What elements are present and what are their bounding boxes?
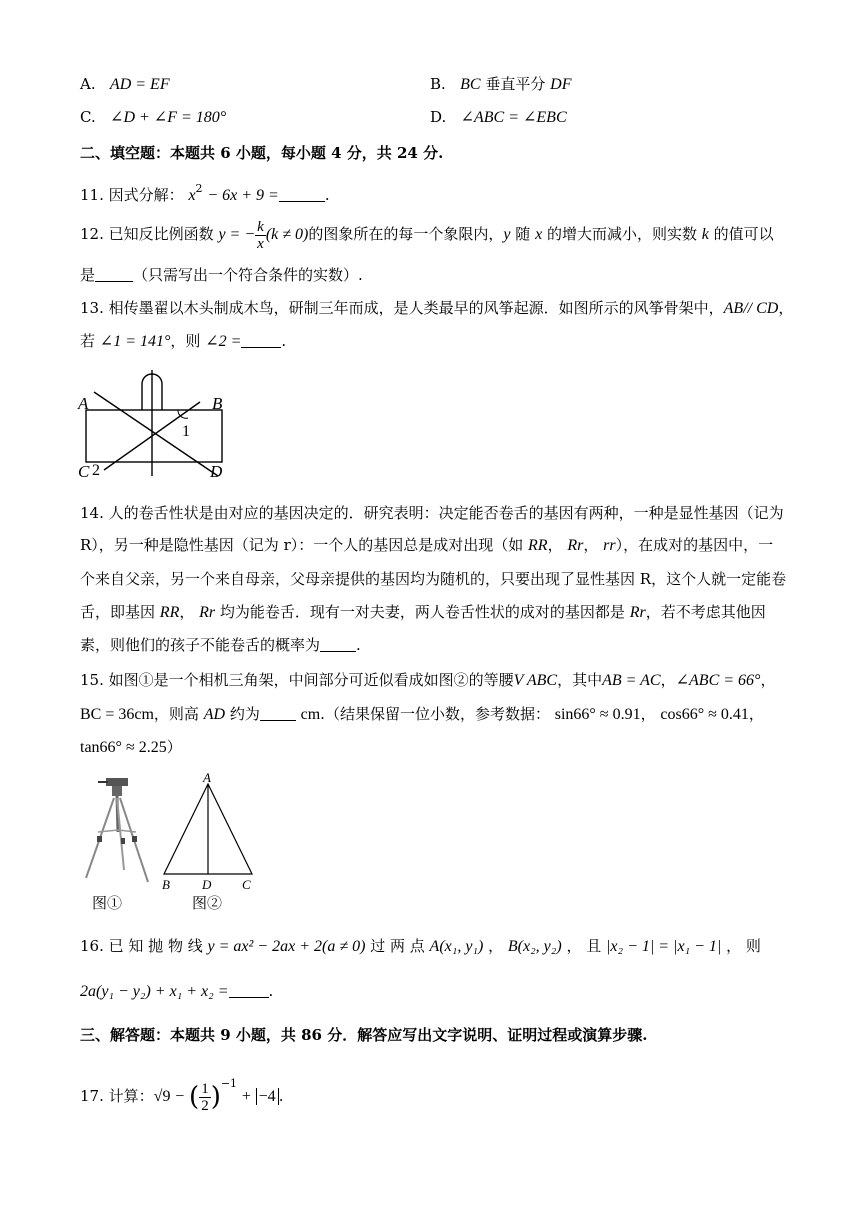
option-d: D. ∠ABC = ∠EBC (430, 108, 567, 126)
question-15: 15. 如图①是一个相机三角架，中间部分可近似看成如图②的等腰V ABC，其中AB = AC，∠ABC = 66°， (80, 671, 776, 689)
leg-lock (121, 838, 125, 844)
fraction-k-over-x: $\frac{k}{x}$ (257, 218, 264, 252)
leg-lock (132, 836, 137, 842)
kite-frame-figure (74, 364, 244, 480)
tripod-head (106, 778, 128, 786)
question-17: 17. 计算：√9 − ( $\frac{1}{2}$ )$^{-1}$ + −4 . (80, 1077, 284, 1114)
answer-blank[interactable] (279, 187, 325, 202)
figure-2-caption: 图② (192, 894, 223, 912)
answer-blank[interactable] (241, 333, 281, 348)
question-16: 16. 已 知 抛 物 线 y = ax² − 2ax + 2(a ≠ 0) 过 两 点 A(x₁, y₁) ， B(x₂, y₂) ， 且 |x₂ − 1| = |x₁ − 1| ， 则 (80, 937, 761, 955)
label-b: B (212, 394, 223, 413)
option-b: B. BC 垂直平分 DF (430, 75, 572, 93)
question-16-line2: 2a(y₁ − y₂) + x₁ + x₂ = . (80, 982, 274, 1000)
right-paren: ) (210, 1082, 221, 1112)
answer-blank[interactable] (229, 983, 269, 998)
tripod-brace (98, 830, 118, 832)
question-11: 11. 因式分解： $x^2 - 6x + 9$ = . (80, 182, 330, 204)
question-15-line3: tan66° ≈ 2.25） (80, 738, 182, 756)
answer-blank[interactable] (95, 267, 133, 282)
question-15-line2: BC = 36cm，则高 AD 约为 cm.（结果保留一位小数，参考数据： sin66° ≈ 0.91， cos66° ≈ 0.41， (80, 705, 764, 723)
answer-blank[interactable] (320, 637, 356, 652)
option-a: A. AD = EF (80, 75, 170, 93)
fraction-one-half: $\frac{1}{2}$ (201, 1080, 209, 1114)
section3-heading: 三、解答题：本题共 9 小题，共 86 分．解答应写出文字说明、证明过程或演算步骤. (80, 1026, 648, 1044)
tripod-figure (78, 774, 158, 886)
leg-lock (97, 836, 102, 842)
question-14: 14. 人的卷舌性状是由对应的基因决定的．研究表明：决定能否卷舌的基因有两种，一种是显性基因（记为 (80, 504, 784, 522)
triangle-figure (156, 770, 260, 894)
figure-1-caption: 图① (92, 894, 123, 912)
label-c: C (242, 877, 251, 892)
option-c: C. ∠D + ∠F = 180° (80, 108, 227, 126)
left-paren: ( (189, 1082, 200, 1112)
section2-heading: 二、填空题：本题共 6 小题，每小题 4 分，共 24 分. (80, 144, 444, 162)
label-c: C (78, 462, 90, 480)
question-13: 13. 相传墨翟以木头制成木鸟，研制三年而成，是人类最早的风筝起源．如图所示的风筝骨架中，AB// CD， (80, 299, 794, 317)
label-a: A (203, 770, 211, 785)
label-a: A (78, 394, 89, 413)
question-14-line5: 素，则他们的孩子不能卷舌的概率为 . (80, 636, 361, 654)
kite-rectangle (86, 410, 222, 462)
question-14-line2: R），另一种是隐性基因（记为 r）：一个人的基因总是成对出现（如 RR， Rr， rr），在成对的基因中，一 (80, 536, 774, 554)
question-14-line4: 舌，即基因 RR， Rr 均为能卷舌．现有一对夫妻，两人卷舌性状的成对的基因都是 Rr，若不考虑其他因 (80, 603, 766, 621)
question-13-line2: 若 ∠1 = 141°，则 ∠2 = . (80, 332, 287, 350)
label-d: D (202, 877, 212, 892)
question-12: 12. 已知反比例函数 y = − $\frac{k}{x}$ (k ≠ 0)的图象所在的每一个象限内，y 随 x 的增大而减小，则实数 k 的值可以 (80, 218, 774, 252)
label-b: B (162, 877, 170, 892)
label-angle-2: 2 (92, 462, 100, 479)
answer-blank[interactable] (260, 706, 296, 721)
question-12-line2: 是 （只需写出一个符合条件的实数）. (80, 266, 363, 284)
question-14-line3: 个来自父亲，另一个来自母亲，父母亲提供的基因均为随机的，只要出现了显性基因 R，这个人就一定能卷 (80, 570, 787, 588)
label-angle-1: 1 (182, 423, 190, 440)
label-d: D (210, 462, 223, 480)
tripod-mount (112, 786, 122, 796)
